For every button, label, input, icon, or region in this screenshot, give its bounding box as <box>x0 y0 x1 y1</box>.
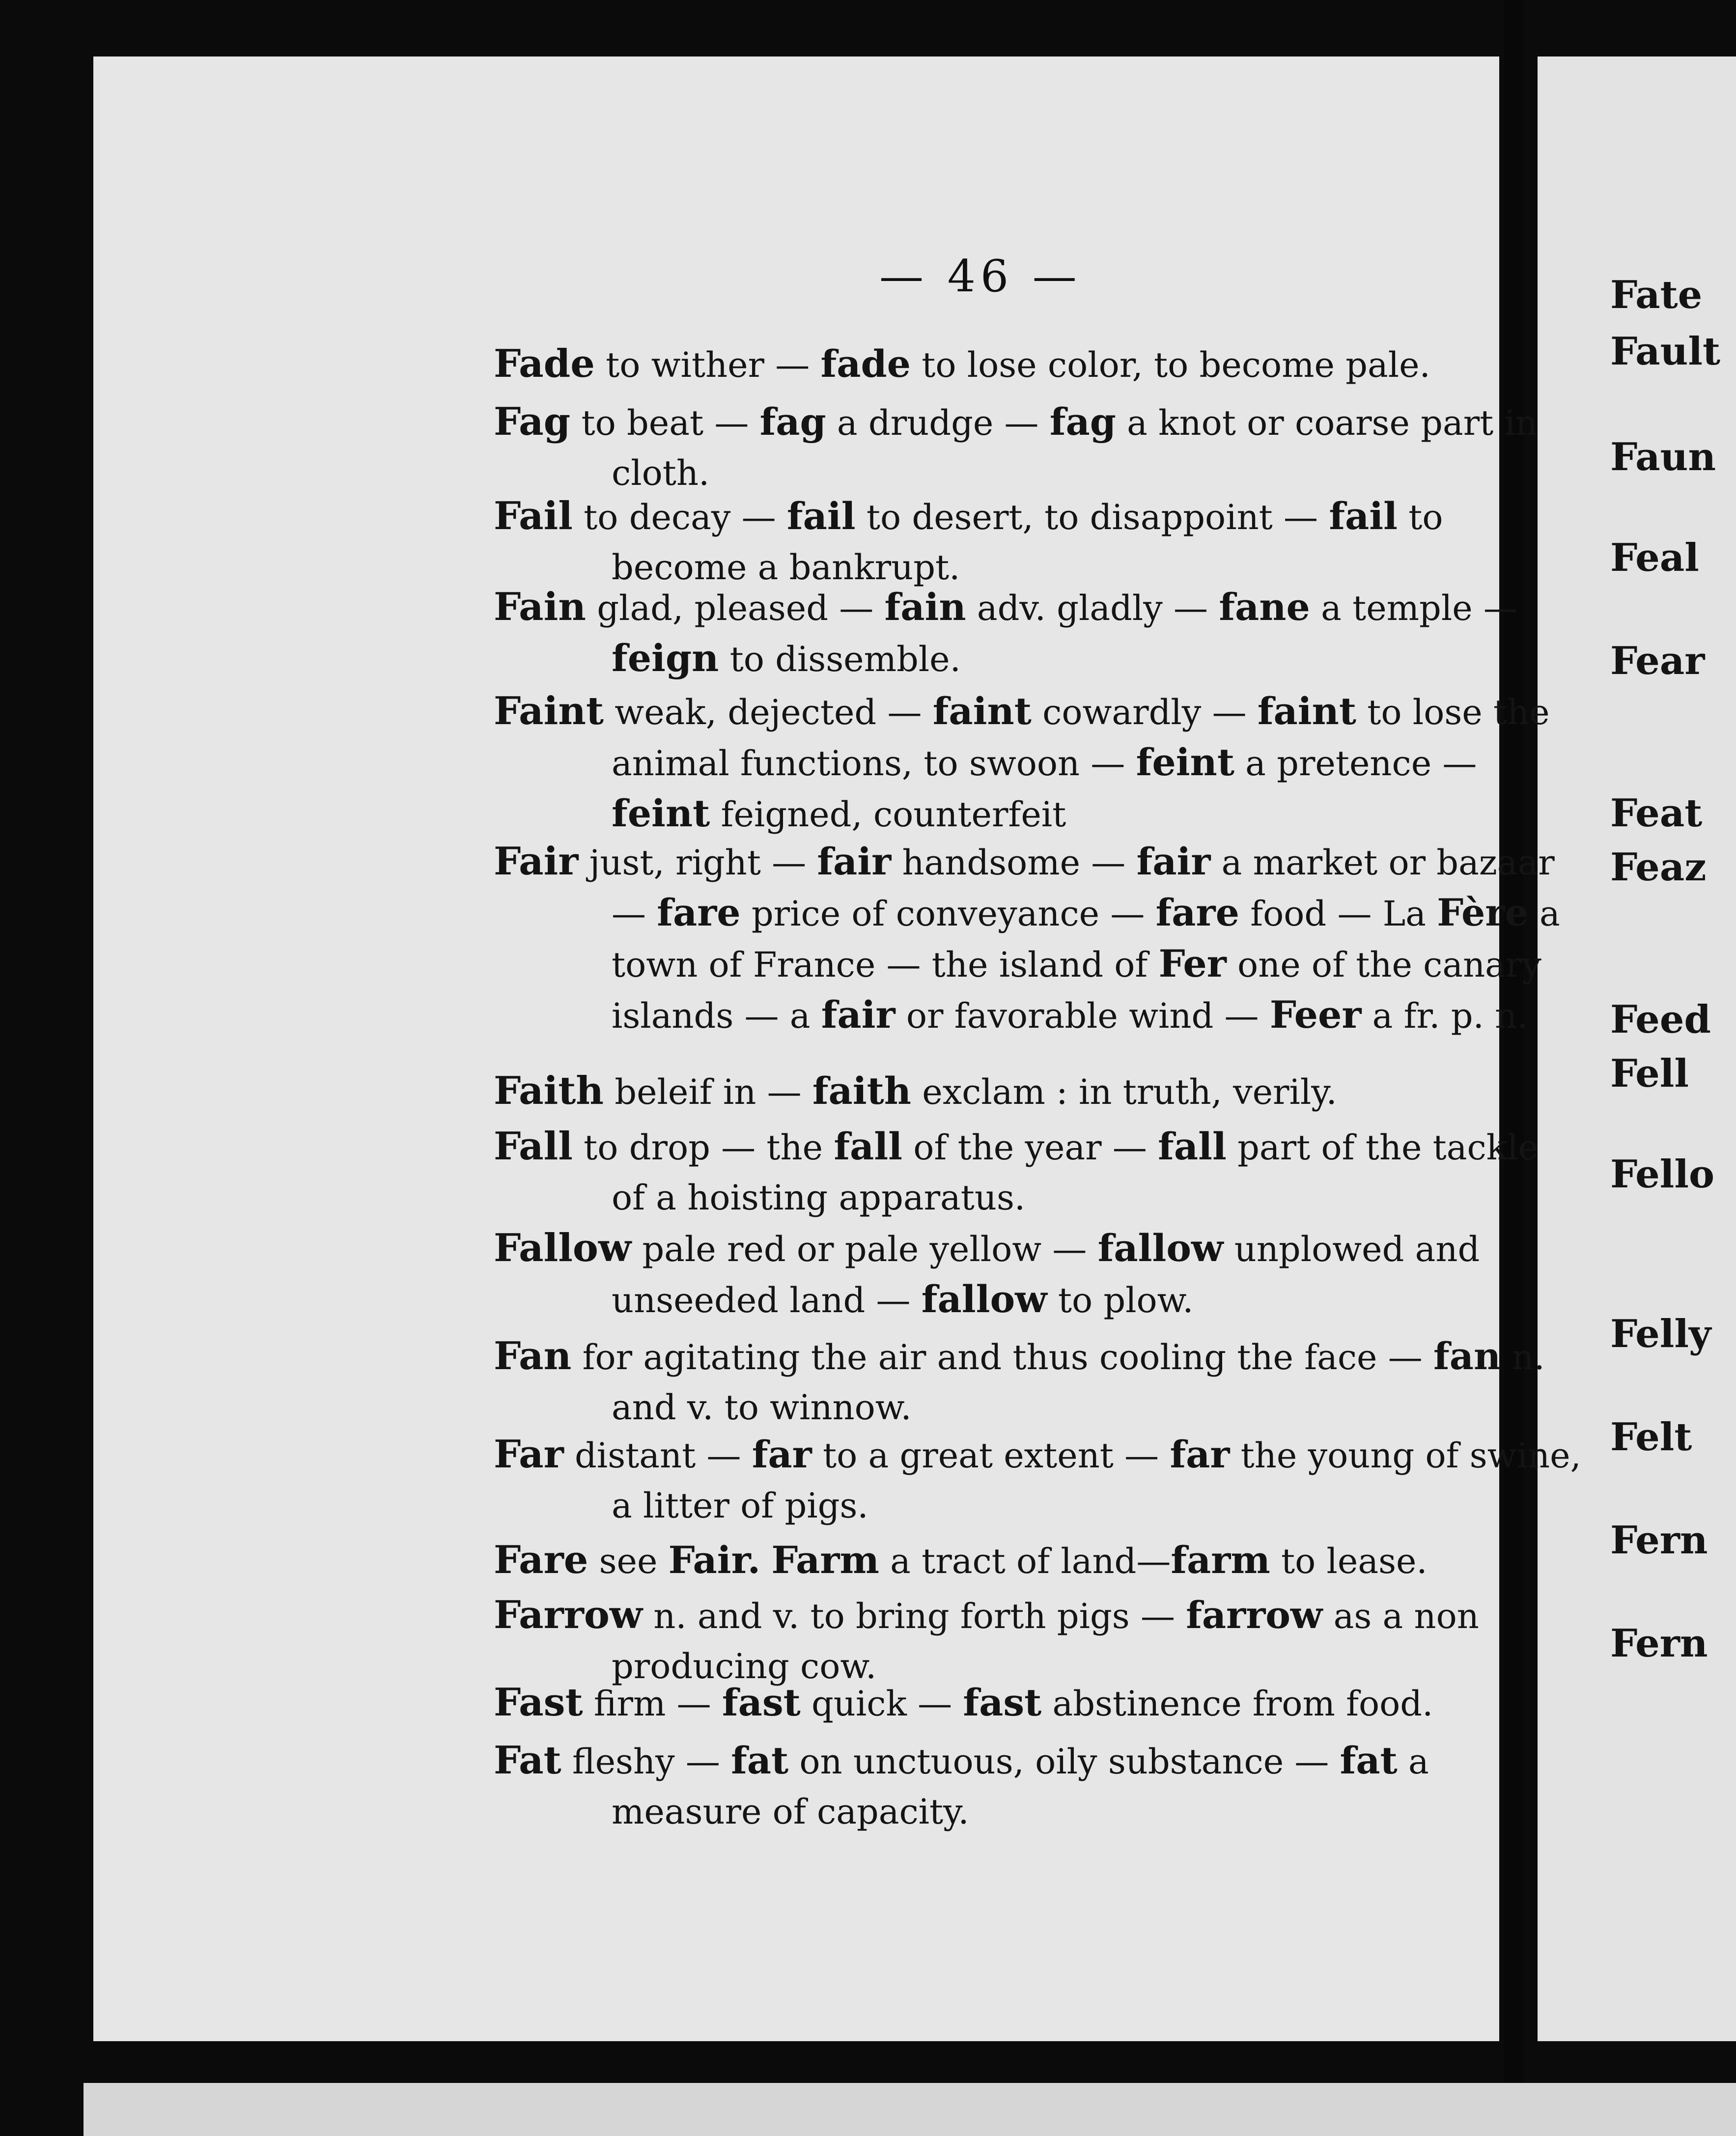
variant-word: far <box>1170 1433 1230 1476</box>
right-headword: Felt <box>1610 1415 1692 1460</box>
definition-text: to dissemble. <box>719 639 961 679</box>
definition-text: a pretence — <box>1234 743 1477 784</box>
right-headword: Fern <box>1610 1621 1708 1666</box>
right-headword: Fello <box>1610 1152 1715 1197</box>
definition-text: to drop — the <box>572 1127 834 1168</box>
variant-word: fane <box>1219 585 1310 629</box>
headword: Fain <box>494 585 586 629</box>
right-headword: Fern <box>1610 1518 1708 1563</box>
page-number: — 46 — <box>879 251 1082 302</box>
definition-text: firm — <box>583 1684 722 1724</box>
definition-text: to plow. <box>1047 1280 1194 1321</box>
variant-word: faint <box>932 689 1032 733</box>
headword: Fast <box>494 1680 583 1725</box>
definition-text: n. and v. to bring forth pigs — <box>643 1596 1186 1636</box>
definition-text: cowardly — <box>1031 692 1258 732</box>
entry <box>494 582 1582 684</box>
variant-word: fallow <box>1097 1226 1224 1270</box>
definition-text: to decay — <box>572 497 787 537</box>
right-headword: Feal <box>1610 535 1699 580</box>
definition-text: to lose the animal functions, to swoon — <box>612 692 1550 784</box>
definition-text: the young of swine, a litter of pigs. <box>612 1435 1581 1526</box>
headword: Fare <box>494 1538 588 1582</box>
definition-text: distant — <box>563 1435 752 1476</box>
entry <box>494 686 1582 840</box>
variant-word: Farm <box>771 1538 879 1582</box>
definition-text: a tract of land— <box>879 1541 1171 1581</box>
definition-text: to desert, to disappoint — <box>855 497 1329 537</box>
definition-text: to beat — <box>570 403 760 443</box>
entry <box>494 1066 1582 1117</box>
definition-text: exclam : in truth, verily. <box>911 1072 1337 1112</box>
headword: Fade <box>494 341 595 386</box>
entry <box>494 1535 1582 1586</box>
variant-word: fall <box>834 1124 903 1168</box>
definition-text: part of the tackle of a hoisting apparatus. <box>612 1127 1539 1218</box>
variant-word: fall <box>1158 1124 1227 1168</box>
definition-text: of the year — <box>902 1127 1158 1168</box>
right-headword: Feed <box>1610 997 1711 1042</box>
definition-text <box>760 1541 771 1581</box>
definition-text: abstinence from food. <box>1041 1684 1433 1724</box>
definition-text: food — La <box>1239 894 1437 934</box>
definition-text: handsome — <box>891 843 1137 883</box>
definition-text: see <box>588 1541 669 1581</box>
variant-word: fail <box>1329 494 1398 538</box>
headword: Fair <box>494 839 579 884</box>
variant-word: fat <box>1340 1739 1398 1782</box>
variant-word: feign <box>612 636 719 680</box>
definition-text: a town of France — the island of <box>612 894 1560 985</box>
definition-text: adv. gladly — <box>966 588 1219 628</box>
definition-text: n. and v. to winnow. <box>612 1337 1545 1428</box>
definition-text: for agitating the air and thus cooling the face — <box>571 1337 1433 1377</box>
definition-text: to lose color, to become pale. <box>910 345 1430 385</box>
entry <box>494 837 1582 1041</box>
variant-word: farm <box>1171 1538 1270 1582</box>
next-page-strip <box>84 2083 1736 2136</box>
entry <box>494 491 1582 592</box>
variant-word: fare <box>657 891 741 934</box>
entry <box>494 1331 1582 1433</box>
variant-word: feint <box>1136 740 1234 784</box>
definition-text: on unctuous, oily substance — <box>788 1742 1340 1782</box>
variant-word: fair <box>821 993 896 1037</box>
entry <box>494 1430 1582 1531</box>
right-headword: Fault <box>1610 329 1721 374</box>
definition-text: fleshy — <box>561 1742 731 1782</box>
right-headword: Feaz <box>1610 845 1707 890</box>
entry <box>494 1223 1582 1325</box>
right-headword: Fate <box>1610 273 1703 317</box>
right-headword: Fear <box>1610 639 1705 683</box>
headword: Fat <box>494 1738 561 1783</box>
definition-text: beleif in — <box>604 1072 812 1112</box>
variant-word: Fair. <box>668 1538 761 1582</box>
definition-text: unplowed and unseeded land — <box>612 1229 1480 1321</box>
headword: Fan <box>494 1334 572 1378</box>
definition-text: a drudge — <box>826 403 1050 443</box>
variant-word: faith <box>812 1069 912 1113</box>
variant-word: feint <box>612 791 710 835</box>
variant-word: fag <box>1049 400 1116 444</box>
variant-word: fair <box>817 840 892 883</box>
variant-word: Feer <box>1269 993 1362 1037</box>
definition-text: as a non producing cow. <box>612 1596 1479 1686</box>
headword: Fail <box>494 494 573 538</box>
variant-word: fast <box>722 1681 801 1724</box>
entry <box>494 1122 1582 1223</box>
definition-text: price of conveyance — <box>740 894 1156 934</box>
entry <box>494 1590 1582 1691</box>
definition-text: quick — <box>800 1684 963 1724</box>
variant-word: Fère <box>1437 891 1529 934</box>
variant-word: Fer <box>1158 942 1227 985</box>
definition-text: a measure of capacity. <box>612 1742 1429 1832</box>
variant-word: farrow <box>1186 1593 1323 1637</box>
variant-word: fat <box>731 1739 789 1782</box>
variant-word: fade <box>820 342 911 386</box>
variant-word: fair <box>1136 840 1211 883</box>
variant-word: faint <box>1257 689 1357 733</box>
headword: Farrow <box>494 1593 643 1637</box>
definition-text: to a great extent — <box>812 1435 1170 1476</box>
right-headword: Fell <box>1610 1051 1689 1096</box>
definition-text: to lease. <box>1270 1541 1428 1581</box>
entry <box>494 397 1582 498</box>
entry <box>494 1736 1582 1837</box>
right-headword: Feat <box>1610 791 1703 836</box>
headword: Faint <box>494 689 604 733</box>
definition-text: one of the canary islands — a <box>612 945 1541 1036</box>
headword: Fall <box>494 1124 573 1169</box>
variant-word: fain <box>884 585 966 629</box>
headword: Fag <box>494 399 571 444</box>
definition-text: pale red or pale yellow — <box>631 1229 1098 1269</box>
variant-word: fag <box>759 400 826 444</box>
variant-word: fan <box>1433 1334 1501 1378</box>
variant-word: fail <box>786 494 856 538</box>
definition-text: glad, pleased — <box>586 588 885 628</box>
definition-text: feigned, counterfeit <box>710 794 1066 835</box>
definition-text: to become a bankrupt. <box>612 497 1443 588</box>
definition-text: to wither — <box>594 345 821 385</box>
definition-text: a knot or coarse part in cloth. <box>612 403 1538 493</box>
definition-text: just, right — <box>578 843 817 883</box>
right-headword: Felly <box>1610 1312 1711 1356</box>
definition-text: a fr. p. n. <box>1361 996 1528 1036</box>
entry <box>494 339 1582 390</box>
variant-word: fare <box>1155 891 1239 934</box>
headword: Fallow <box>494 1226 632 1270</box>
definition-text: weak, dejected — <box>604 692 933 732</box>
headword: Faith <box>494 1068 604 1113</box>
entry <box>494 1678 1582 1729</box>
right-headword: Faun <box>1610 435 1716 479</box>
variant-word: fallow <box>921 1277 1047 1321</box>
headword: Far <box>494 1432 564 1477</box>
variant-word: fast <box>963 1681 1042 1724</box>
definition-text: a market or bazaar — <box>612 843 1555 934</box>
definition-text: a temple — <box>1310 588 1518 628</box>
variant-word: far <box>752 1433 812 1476</box>
definition-text: or favorable wind — <box>895 996 1270 1036</box>
